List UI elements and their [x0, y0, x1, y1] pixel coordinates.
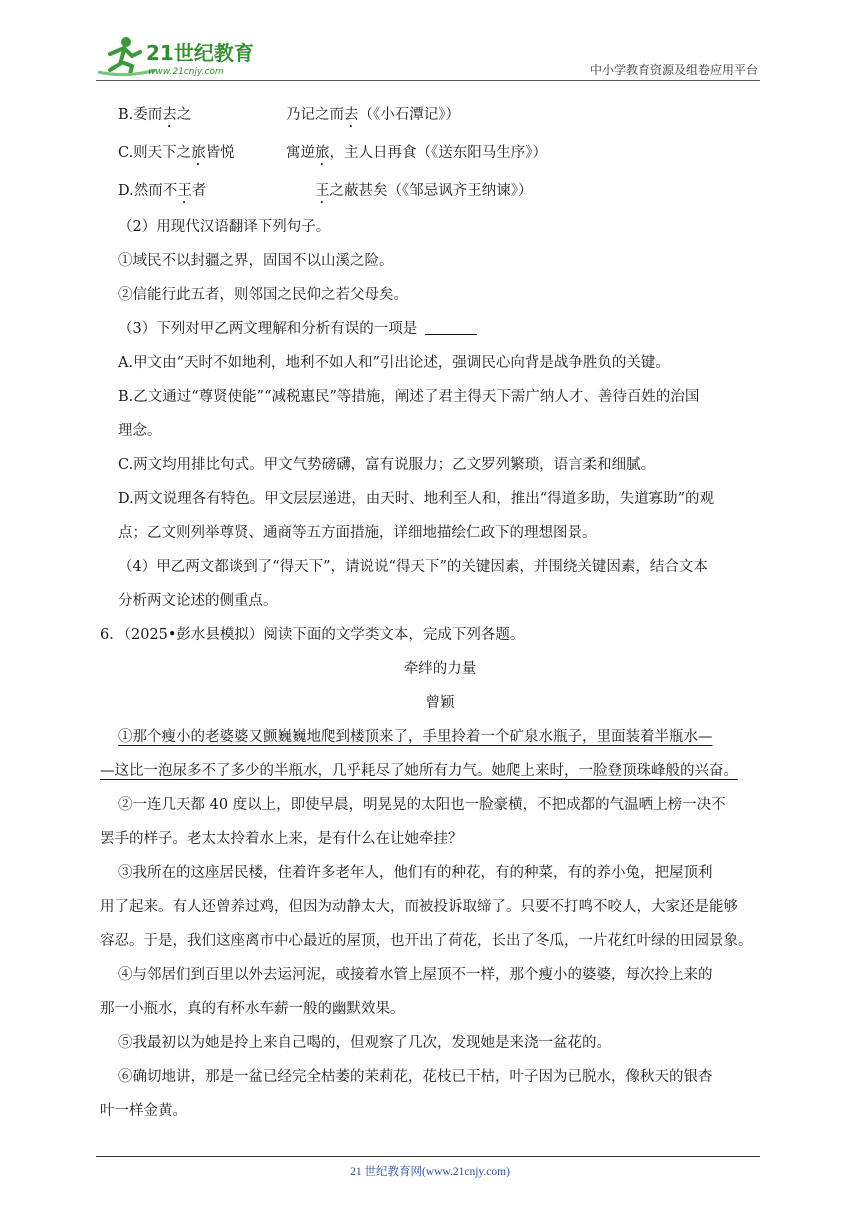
runner-logo-icon	[96, 34, 276, 78]
option-right: 乃记之而去（《小石潭记》）	[286, 107, 460, 123]
q3-option-b: B.乙文通过“尊贤使能”“减税惠民”等措施，阐述了君主得天下需广纳人才、善待百姓的治国	[118, 389, 700, 405]
q3-option-d-cont: 点；乙文则列举尊贤、通商等五方面措施，详细地描绘仁政下的理想图景。	[118, 525, 597, 541]
paragraph-2: ②一连几天都 40 度以上，即使早晨，明晃晃的太阳也一脸豪横，不把成都的气温晒上榜一决不	[118, 797, 726, 813]
option-left: C.则天下之旅皆悦	[118, 145, 235, 161]
footer-link[interactable]: 21 世纪教育网(www.21cnjy.com)	[350, 1166, 510, 1178]
option-left: B.委而去之	[118, 107, 192, 123]
article-author: 曾颖	[425, 695, 455, 711]
site-logo[interactable]	[96, 34, 276, 78]
option-left: D.然而不王者	[118, 183, 207, 199]
q3-option-d: D.两文说理各有特色。甲文层层递进，由天时、地利至人和，推出“得道多助，失道寡助”的观	[118, 491, 715, 507]
logo-url: www.21cnjy.com	[148, 67, 224, 77]
paragraph-6: ⑥确切地讲，那是一盆已经完全枯萎的茉莉花，花枝已干枯，叶子因为已脱水，像秋天的银杏	[118, 1069, 713, 1085]
page-header	[96, 28, 760, 80]
article-body	[100, 720, 762, 1128]
platform-name: 中小学教育资源及组卷应用平台	[589, 63, 758, 77]
paragraph-1: ①那个瘦小的老婆婆又颤巍巍地爬到楼顶来了，手里拎着一个矿泉水瓶子，里面装着半瓶水—	[118, 729, 713, 745]
answer-blank[interactable]	[425, 320, 477, 335]
paragraph-3: ③我所在的这座居民楼，住着许多老年人，他们有的种花，有的种菜，有的养小兔，把屋顶利	[118, 865, 713, 881]
paragraph-3-cont: 用了起来。有人还曾养过鸡，但因为动静太大，而被投诉取缔了。只要不打鸣不咬人，大家还是能够	[100, 899, 738, 915]
footer-divider	[96, 1156, 760, 1157]
q4-stem: （4）甲乙两文都谈到了“得天下”，请说说“得天下”的关键因素，并围绕关键因素，结合文本	[118, 559, 708, 575]
paragraph-3-cont: 容忍。于是，我们这座离市中心最近的屋顶，也开出了荷花，长出了冬瓜，一片花红叶绿的田园景象。	[100, 933, 753, 949]
option-right: 王之蔽甚矣（《邹忌讽齐王纳谏》）	[315, 183, 533, 199]
q2-stem: （2）用现代汉语翻译下列句子。	[118, 219, 331, 235]
q6-stem: 6．（2025•彭水县模拟）阅读下面的文学类文本，完成下列各题。	[100, 627, 525, 643]
article-title: 牵绊的力量	[403, 661, 477, 677]
q2-sentence-2: ②信能行此五者，则邻国之民仰之若父母矣。	[118, 287, 408, 303]
q1-option-b	[118, 96, 762, 134]
document-body	[100, 96, 762, 1128]
q3-option-b-cont: 理念。	[118, 423, 162, 439]
paragraph-2-cont: 罢手的样子。老太太拎着水上来，是有什么在让她牵挂？	[100, 831, 463, 847]
paragraph-4: ④与邻居们到百里以外去运河泥，或接着水管上屋顶不一样，那个瘦小的婆婆，每次拎上来的	[118, 967, 713, 983]
paragraph-6-cont: 叶一样金黄。	[100, 1103, 187, 1119]
q1-options	[118, 96, 762, 210]
q4-stem-cont: 分析两文论述的侧重点。	[118, 593, 278, 609]
option-right: 寓逆旅，主人日再食（《送东阳马生序》）	[286, 145, 547, 161]
q3-option-a: A.甲文由“天时不如地利，地利不如人和”引出论述，强调民心向背是战争胜负的关键。	[118, 355, 670, 371]
paragraph-4-cont: 那一小瓶水，真的有杯水车薪一般的幽默效果。	[100, 1001, 405, 1017]
paragraph-1-cont: —这比一泡尿多不了多少的半瓶水，几乎耗尽了她所有力气。她爬上来时，一脸登顶珠峰般的兴奋。	[100, 763, 738, 779]
q1-option-c	[118, 134, 762, 172]
q3-option-c: C.两文均用排比句式。甲文气势磅礴，富有说服力；乙文罗列繁琐，语言柔和细腻。	[118, 457, 656, 473]
q3-stem: （3）下列对甲乙两文理解和分析有误的一项是	[118, 312, 762, 346]
logo-text: 21世纪教育	[146, 41, 254, 65]
q1-option-d	[118, 172, 762, 210]
header-divider	[96, 80, 760, 81]
q2-sentence-1: ①域民不以封疆之界，固国不以山溪之险。	[118, 253, 394, 269]
paragraph-5: ⑤我最初以为她是拎上来自己喝的，但观察了几次，发现她是来浇一盆花的。	[118, 1035, 611, 1051]
